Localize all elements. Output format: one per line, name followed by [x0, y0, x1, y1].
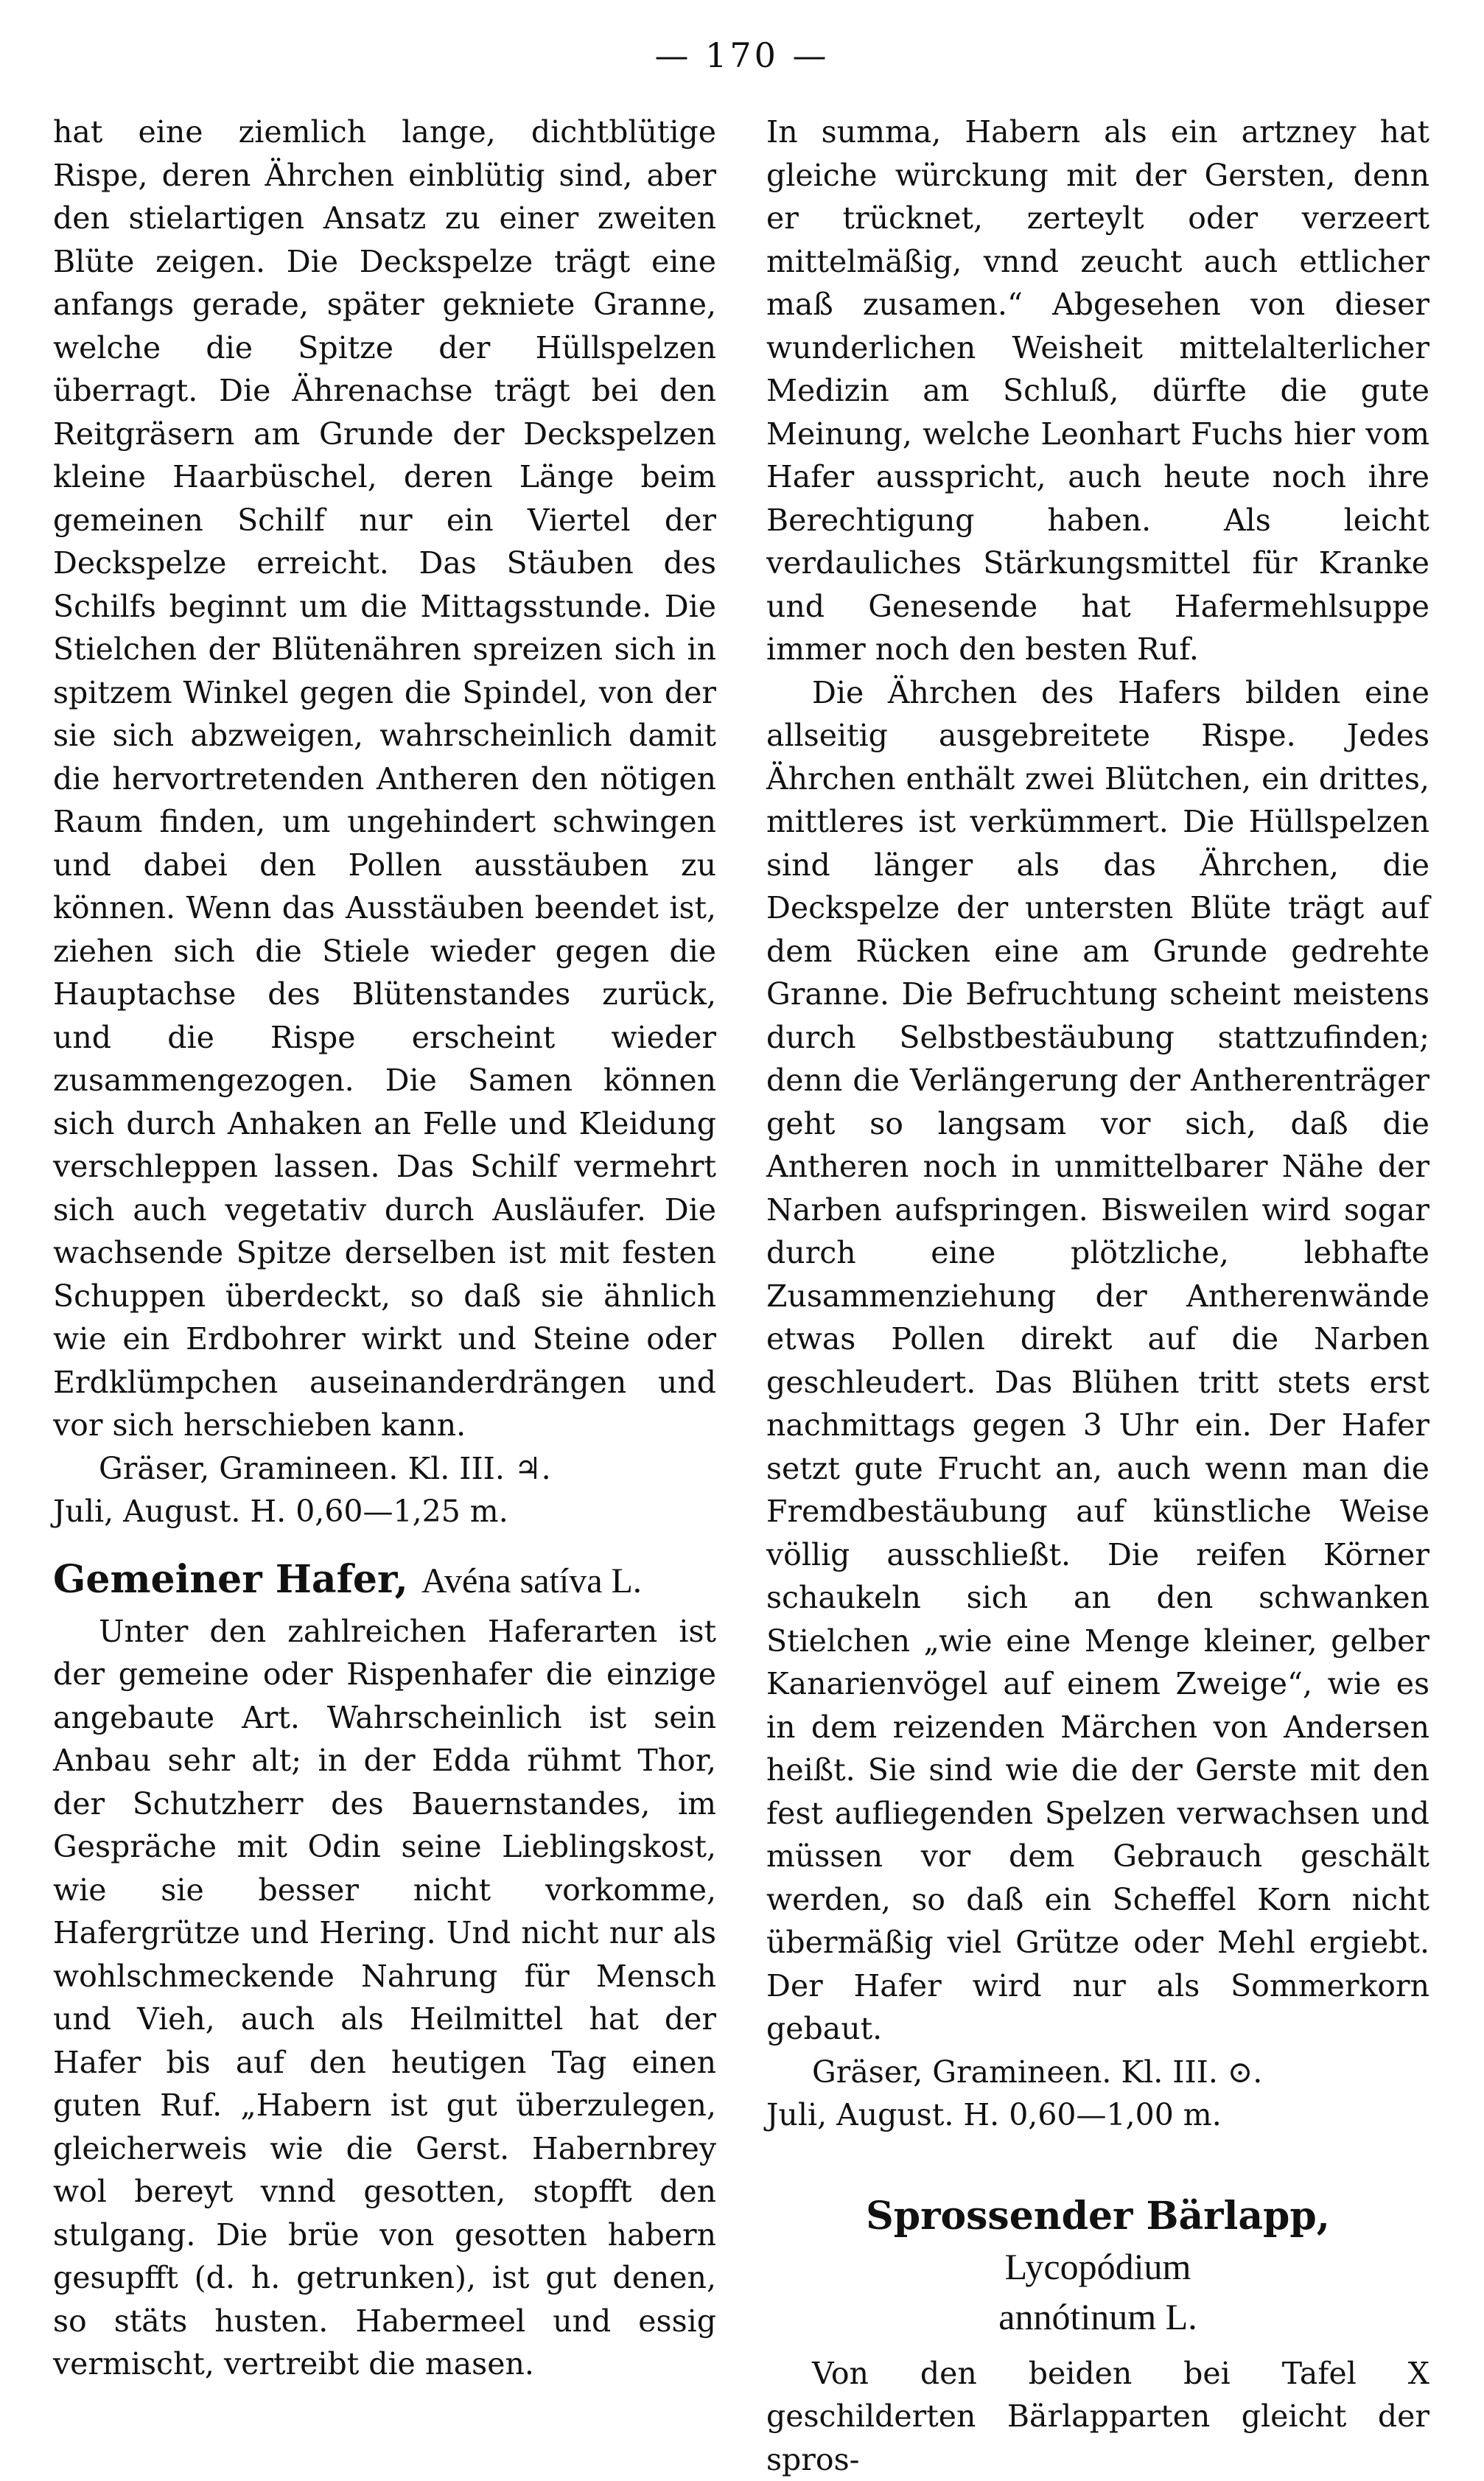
section-heading — [766, 2191, 1429, 2342]
body-paragraph: hat eine ziemlich lange, dichtblütige Rispe, deren Ährchen einblütig sind, aber den stielartigen Ansatz zu einer zweiten Blüte zeigen. Die Deckspelze trägt eine anfangs gerade, später gekniete Granne, welche die Spitze der Hüllspelzen überragt. Die Ährenachse trägt bei den Reitgräsern am Grunde der Deckspelzen kleine Haarbüschel, deren Länge beim gemeinen Schilf nur ein Viertel der Deckspelze erreicht. Das Stäuben des Schilfs beginnt um die Mittagsstunde. Die Stielchen der Blütenähren spreizen sich in spitzem Winkel gegen die Spindel, von der sie sich abzweigen, wahrscheinlich damit die hervortretenden Antheren den nötigen Raum finden, um ungehindert schwingen und dabei den Pollen ausstäuben zu können. Wenn das Ausstäuben beendet ist, ziehen sich die Stiele wieder gegen die Hauptachse des Blütenstandes zurück, und die Rispe erscheint wieder zusammengezogen. Die Samen können sich durch Anhaken an Felle und Kleidung verschleppen lassen. Das Schilf vermehrt sich auch vegetativ durch Ausläufer. Die wachsende Spitze derselben ist mit festen Schuppen überdeckt, so daß sie ähnlich wie ein Erdbohrer wirkt und Steine oder Erdklümpchen auseinanderdrängen und vor sich herschieben kann. — [53, 111, 716, 1447]
heading-latin-name: Avéna satíva L. — [421, 1561, 642, 1600]
right-column — [766, 111, 1429, 2481]
citation-continued: Juli, August. H. 0,60—1,00 m. — [766, 2093, 1429, 2137]
citation: Gräser, Gramineen. Kl. III. ⊙. — [766, 2051, 1429, 2094]
body-paragraph: Unter den zahlreichen Haferarten ist der gemeine oder Rispenhafer die einzige angebaute Art. Wahrscheinlich ist sein Anbau sehr alt; in der Edda rühmt Thor, der Schutzherr des Bauernstandes, im Gespräche mit Odin seine Lieblingskost, wie sie besser nicht vorkomme, Hafergrütze und Hering. Und nicht nur als wohlschmeckende Nahrung für Mensch und Vieh, auch als Heilmittel hat der Hafer bis auf den heutigen Tag einen guten Ruf. „Habern ist gut überzulegen, gleicherweis wie die Gerst. Habernbrey wol bereyt vnnd gesotten, stopfft den stulgang. Die brüe von gesotten habern gesupfft (d. h. getrunken), ist gut denen, so stäts husten. Habermeel und essig vermischt, vertreibt die masen. — [53, 1610, 716, 2386]
body-paragraph: In summa, Habern als ein artzney hat gleiche würckung mit der Gersten, denn er trücknet, zerteylt oder verzeert mittelmäßig, vnnd zeucht auch ettlicher maß zusamen.“ Abgesehen von dieser wunderlichen Weisheit mittelalterlicher Medizin am Schluß, dürfte die gute Meinung, welche Leonhart Fuchs hier vom Hafer ausspricht, auch heute noch ihre Berechtigung haben. Als leicht verdauliches Stärkungsmittel für Kranke und Genesende hat Hafermehlsuppe immer noch den besten Ruf. — [766, 111, 1429, 671]
heading-common-name: Sprossender Bärlapp, — [866, 2194, 1330, 2239]
citation-continued: Juli, August. H. 0,60—1,25 m. — [53, 1490, 716, 1533]
citation: Gräser, Gramineen. Kl. III. ♃. — [53, 1447, 716, 1491]
heading-latin-name: Lycopódium — [1005, 2246, 1191, 2287]
body-paragraph: Von den beiden bei Tafel X geschilderten Bärlapparten gleicht der spros- — [766, 2352, 1429, 2481]
left-column — [53, 111, 716, 2386]
heading-common-name: Gemeiner Hafer, — [53, 1557, 408, 1602]
page-number: — 170 — — [0, 35, 1484, 75]
section-heading — [53, 1556, 716, 1606]
heading-latin-name-continued: annótinum L. — [998, 2296, 1197, 2337]
body-paragraph: Die Ährchen des Hafers bilden eine allseitig ausgebreitete Rispe. Jedes Ährchen enthält zwei Blütchen, ein drittes, mittleres ist verkümmert. Die Hüllspelzen sind länger als das Ährchen, die Deckspelze der untersten Blüte trägt auf dem Rücken eine am Grunde gedrehte Granne. Die Befruchtung scheint meistens durch Selbstbestäubung stattzufinden; denn die Verlängerung der Antherenträger geht so langsam vor sich, daß die Antheren noch in unmittelbarer Nähe der Narben aufspringen. Bisweilen wird sogar durch eine plötzliche, lebhafte Zusammenziehung der Antherenwände etwas Pollen direkt auf die Narben geschleudert. Das Blühen tritt stets erst nachmittags gegen 3 Uhr ein. Der Hafer setzt gute Frucht an, auch wenn man die Fremdbestäubung auf künstliche Weise völlig ausschließt. Die reifen Körner schaukeln sich an den schwanken Stielchen „wie eine Menge kleiner, gelber Kanarienvögel auf einem Zweige“, wie es in dem reizenden Märchen von Andersen heißt. Sie sind wie die der Gerste mit den fest aufliegenden Spelzen verwachsen und müssen vor dem Gebrauch geschält werden, so daß ein Scheffel Korn nicht übermäßig viel Grütze oder Mehl ergiebt. Der Hafer wird nur als Sommerkorn gebaut. — [766, 671, 1429, 2051]
